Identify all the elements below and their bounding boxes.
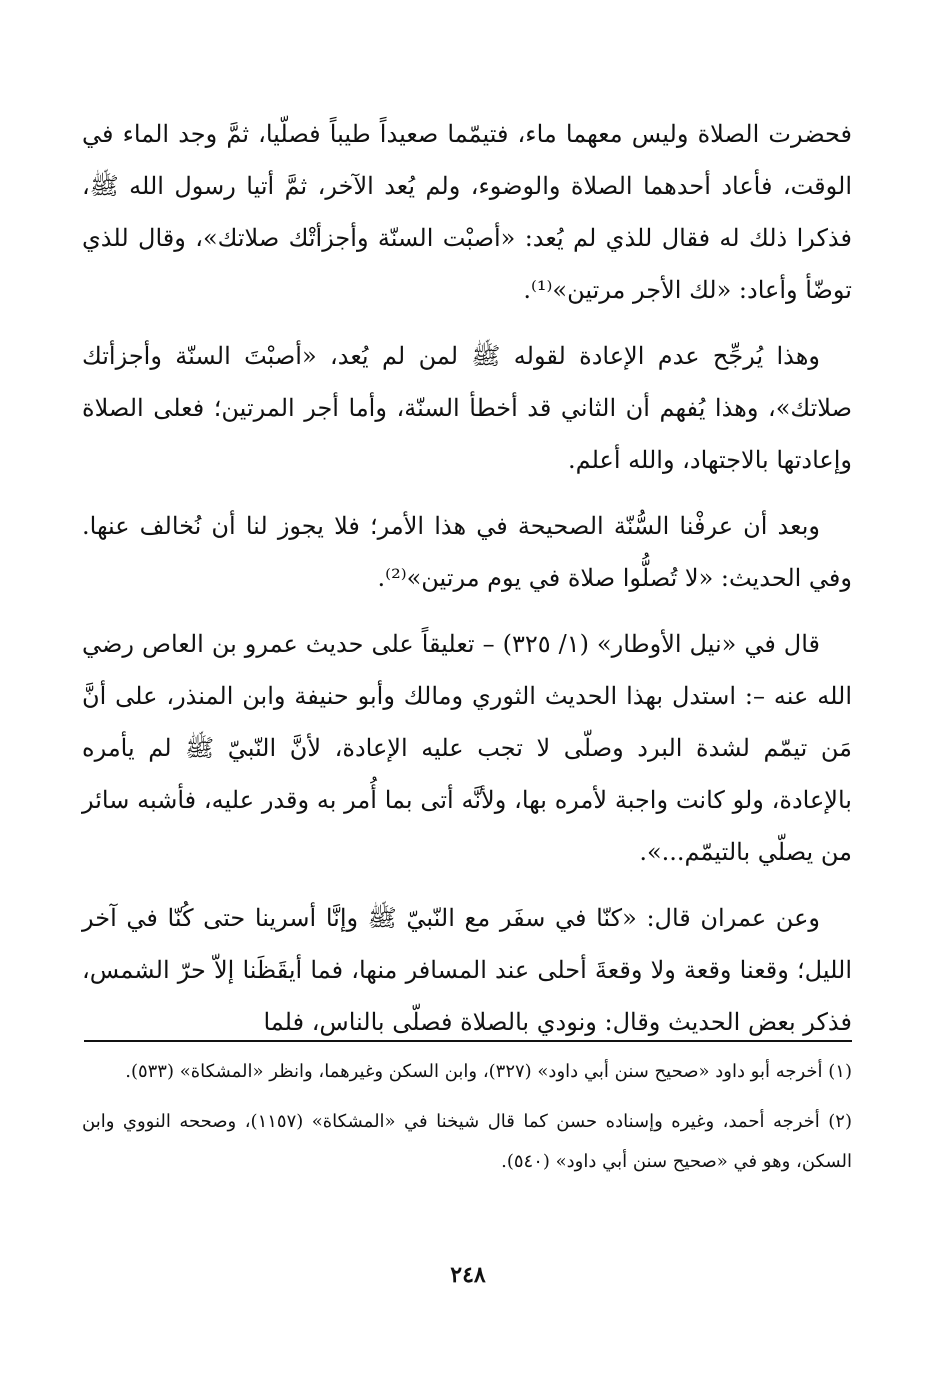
- footnotes: [82, 1052, 852, 1192]
- footnote-separator: [84, 1040, 852, 1042]
- paragraph-1: فحضرت الصلاة وليس معهما ماء، فتيمّما صعيداً طيباً فصلّيا، ثمَّ وجد الماء في الوقت، فأعاد أحدهما الصلاة والوضوء، ولم يُعد الآخر، ثمَّ أتيا رسول الله ﷺ، فذكرا ذلك له فقال للذي لم يُعد: «أصبْت السنّة وأجزأتْك صلاتك»، وقال للذي توضّأ وأعاد: «لك الأجر مرتين»⁽¹⁾.: [82, 120, 852, 304]
- paragraph-5: وعن عمران قال: «كنّا في سفَر مع النّبيّ ﷺ وإنَّا أسرينا حتى كُنّا في آخر الليل؛ وقعنا وقعة ولا وقعةَ أحلى عند المسافر منها، فما أيقَظَنا إلاّ حرّ الشمس، فذكر بعض الحديث وقال: ونودي بالصلاة فصلّى بالناس، فلما: [82, 904, 852, 1036]
- footnote-2: (٢) أخرجه أحمد، وغيره وإسناده حسن كما قال شيخنا في «المشكاة» (١١٥٧)، وصححه النووي وابن السكن، وهو في «صحيح سنن أبي داود» (٥٤٠).: [82, 1111, 852, 1172]
- paragraph-3: وبعد أن عرفْنا السُّنّة الصحيحة في هذا الأمر؛ فلا يجوز لنا أن نُخالف عنها. وفي الحديث: «لا تُصلُّوا صلاة في يوم مرتين»⁽²⁾.: [82, 512, 852, 592]
- paragraph-2: وهذا يُرجِّح عدم الإعادة لقوله ﷺ لمن لم يُعد، «أصبْتَ السنّة وأجزأتك صلاتك»، وهذا يُفهم أن الثاني قد أخطأ السنّة، وأما أجر المرتين؛ فعلى الصلاة وإعادتها بالاجتهاد، والله أعلم.: [82, 342, 852, 474]
- footnote-1: (١) أخرجه أبو داود «صحيح سنن أبي داود» (٣٢٧)، وابن السكن وغيرهما، وانظر «المشكاة» (٥٣٣).: [125, 1061, 852, 1082]
- main-text: [82, 108, 852, 1062]
- paragraph-4: قال في «نيل الأوطار» (١/ ٣٢٥) – تعليقاً على حديث عمرو بن العاص رضي الله عنه –: استدل بهذا الحديث الثوري ومالك وأبو حنيفة وابن المنذر، على أنَّ مَن تيمّم لشدة البرد وصلّى لا تجب عليه الإعادة، لأنَّ النّبيّ ﷺ لم يأمره بالإعادة، ولو كانت واجبة لأمره بها، ولأنَّه أتى بما أُمر به وقدر عليه، فأشبه سائر من يصلّي بالتيمّم...».: [82, 630, 852, 866]
- page-number: ٢٤٨: [450, 1262, 486, 1288]
